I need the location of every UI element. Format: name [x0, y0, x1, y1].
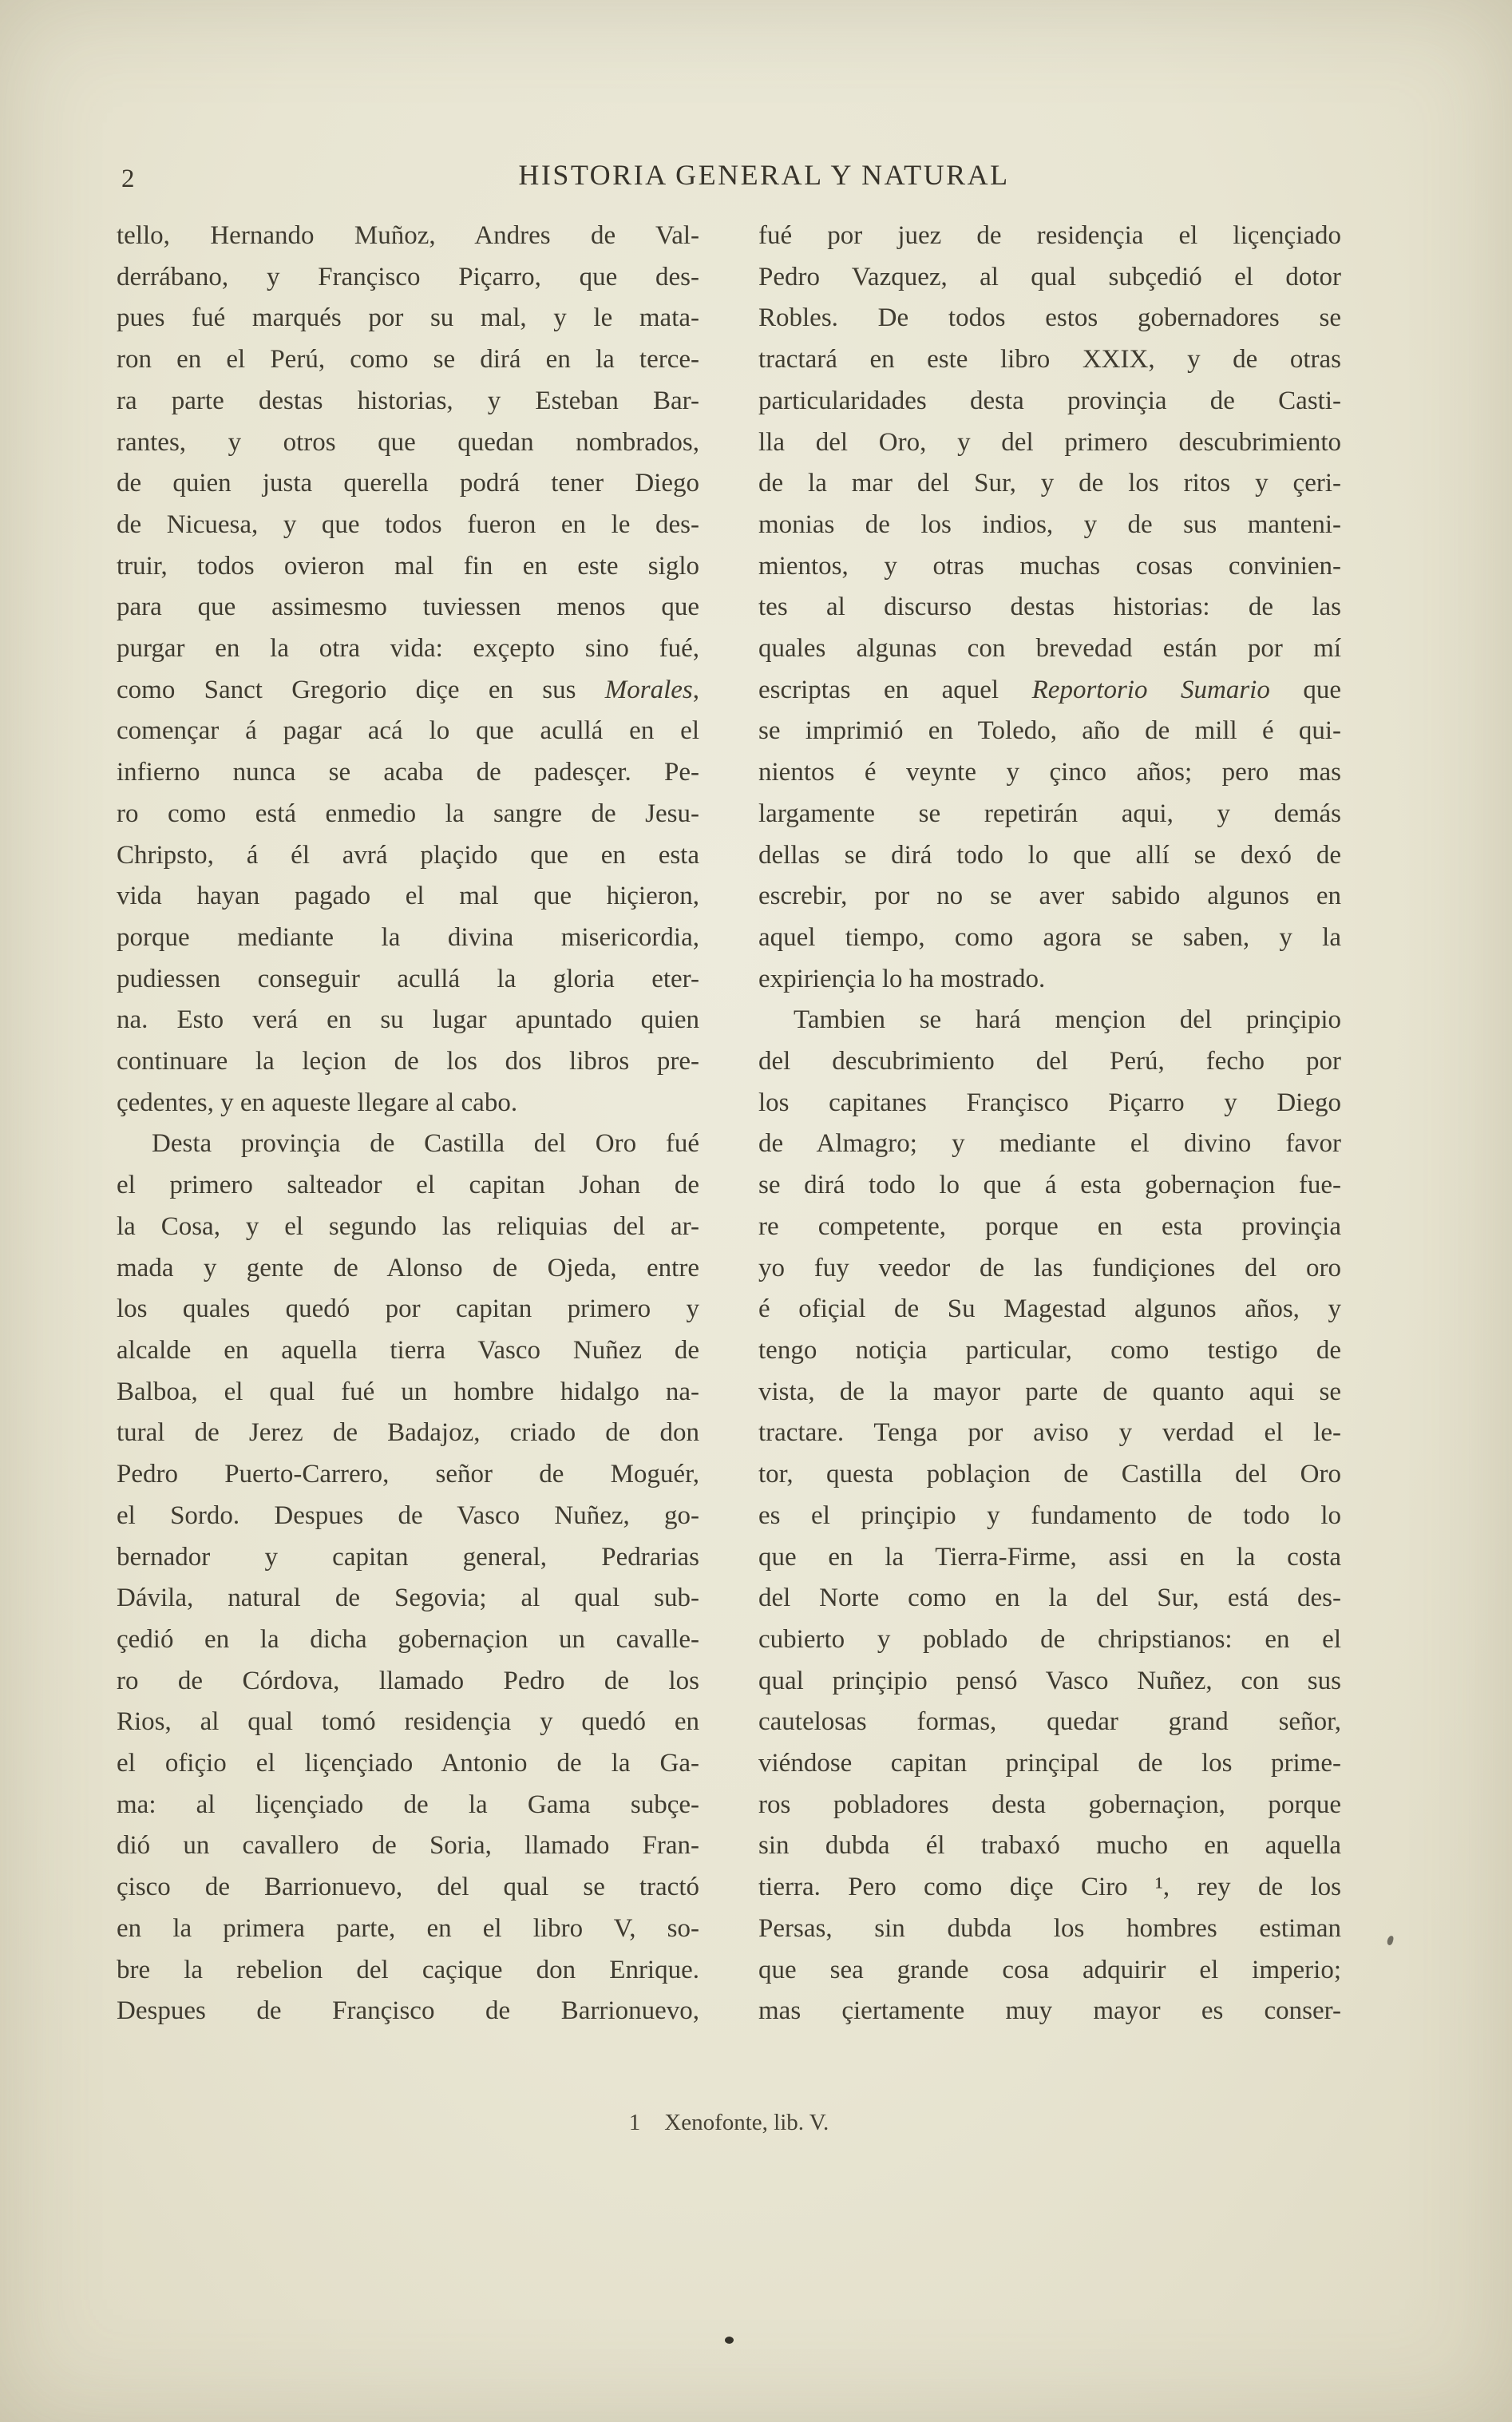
- paragraph: [117, 1124, 699, 2032]
- text-line: que sea grande cosa adquirir el imperio;: [758, 1955, 1341, 1984]
- text-line: para que assimesmo tuviessen menos que: [117, 593, 699, 622]
- left-column: [117, 216, 699, 2032]
- text-line: viéndose capitan prinçipal de los prime-: [758, 1749, 1341, 1778]
- text-line: como Sanct Gregorio diçe en sus Morales,: [117, 675, 699, 704]
- text-line: particularidades desta provinçia de Casti-: [758, 386, 1341, 415]
- text-line: ron en el Perú, como se dirá en la terce-: [117, 345, 699, 375]
- text-line: tractará en este libro XXIX, y de otras: [758, 345, 1341, 375]
- text-line: na. Esto verá en su lugar apuntado quien: [117, 1005, 699, 1035]
- text-line: çedentes, y en aqueste llegare al cabo.: [117, 1088, 518, 1117]
- footnote-text: Xenofonte, lib. V.: [664, 2110, 829, 2135]
- text-line: Persas, sin dubda los hombres estiman: [758, 1913, 1341, 1943]
- text-line: del Norte como en la del Sur, está des-: [758, 1584, 1341, 1613]
- text-line: mientos, y otras muchas cosas convinien-: [758, 551, 1341, 581]
- text-line: mas çiertamente muy mayor es conser-: [758, 1996, 1341, 2026]
- paragraph: [758, 1000, 1341, 2032]
- text-line: rantes, y otros que quedan nombrados,: [117, 427, 699, 457]
- paragraph: [117, 216, 699, 1124]
- text-line: cautelosas formas, quedar grand señor,: [758, 1707, 1341, 1737]
- text-line: yo fuy veedor de las fundiçiones del oro: [758, 1253, 1341, 1282]
- text-line: pudiessen conseguir acullá la gloria eter-: [117, 964, 699, 993]
- text-line: escrebir, por no se aver sabido algunos en: [758, 882, 1341, 911]
- text-line: en la primera parte, en el libro V, so-: [117, 1913, 699, 1943]
- text-line: vista, de la mayor parte de quanto aqui se: [758, 1377, 1341, 1406]
- text-line: re competente, porque en esta provinçia: [758, 1211, 1341, 1241]
- text-line: derrábano, y Françisco Piçarro, que des-: [117, 262, 699, 291]
- text-line: tural de Jerez de Badajoz, criado de don: [117, 1418, 699, 1448]
- page-number: 2: [121, 165, 135, 193]
- text-line: Robles. De todos estos gobernadores se: [758, 303, 1341, 333]
- text-line: aquel tiempo, como agora se saben, y la: [758, 922, 1341, 952]
- text-line: çedió en la dicha gobernaçion un cavalle-: [117, 1624, 699, 1654]
- text-line: Chripsto, á él avrá plaçido que en esta: [117, 840, 699, 870]
- running-title: HISTORIA GENERAL Y NATURAL: [518, 159, 1010, 191]
- text-line: ra parte destas historias, y Esteban Bar-: [117, 386, 699, 415]
- right-column: [758, 216, 1341, 2032]
- text-line: dió un cavallero de Soria, llamado Fran-: [117, 1831, 699, 1861]
- text-line: purgar en la otra vida: exçepto sino fué,: [117, 634, 699, 664]
- text-line: bre la rebelion del caçique don Enrique.: [117, 1955, 699, 1984]
- text-line: tengo notiçia particular, como testigo de: [758, 1335, 1341, 1365]
- text-line: Balboa, el qual fué un hombre hidalgo na-: [117, 1377, 699, 1406]
- text-line: largamente se repetirán aqui, y demás: [758, 799, 1341, 828]
- text-line: el Sordo. Despues de Vasco Nuñez, go-: [117, 1500, 699, 1530]
- text-line: é ofiçial de Su Magestad algunos años, y: [758, 1294, 1341, 1324]
- text-line: pues fué marqués por su mal, y le mata-: [117, 303, 699, 333]
- ink-speck: [725, 2337, 734, 2344]
- text-line: continuare la leçion de los dos libros pre-: [117, 1047, 699, 1076]
- running-head: [0, 158, 1512, 206]
- text-line: vida hayan pagado el mal que hiçieron,: [117, 882, 699, 911]
- text-line: sin dubda él trabaxó mucho en aquella: [758, 1831, 1341, 1861]
- text-line: qual prinçipio pensó Vasco Nuñez, con sus: [758, 1666, 1341, 1695]
- text-line: los quales quedó por capitan primero y: [117, 1294, 699, 1324]
- text-line: nientos é veynte y çinco años; pero mas: [758, 758, 1341, 787]
- text-line: Rios, al qual tomó residençia y quedó en: [117, 1707, 699, 1737]
- text-line: Tambien se hará mençion del prinçipio: [794, 1005, 1341, 1035]
- text-line: se dirá todo lo que á esta gobernaçion fue-: [758, 1171, 1341, 1200]
- text-line: tor, questa poblaçion de Castilla del Oro: [758, 1460, 1341, 1489]
- text-line: Pedro Puerto-Carrero, señor de Moguér,: [117, 1460, 699, 1489]
- text-line: es el prinçipio y fundamento de todo lo: [758, 1500, 1341, 1530]
- footnote: [117, 2110, 1341, 2136]
- text-line: tello, Hernando Muñoz, Andres de Val-: [117, 221, 699, 250]
- text-line: cubierto y poblado de chripstianos: en el: [758, 1624, 1341, 1654]
- text-line: tierra. Pero como diçe Ciro ¹, rey de los: [758, 1873, 1341, 1902]
- text-line: de la mar del Sur, y de los ritos y çeri-: [758, 469, 1341, 498]
- text-line: de Nicuesa, y que todos fueron en le des-: [117, 509, 699, 539]
- text-block: [117, 216, 1341, 2032]
- text-line: que en la Tierra-Firme, assi en la costa: [758, 1542, 1341, 1572]
- text-line: de Almagro; y mediante el divino favor: [758, 1129, 1341, 1159]
- text-line: Pedro Vazquez, al qual subçedió el dotor: [758, 262, 1341, 291]
- text-line: el ofiçio el liçençiado Antonio de la Ga-: [117, 1749, 699, 1778]
- text-line: ros pobladores desta gobernaçion, porque: [758, 1790, 1341, 1819]
- text-line: ro de Córdova, llamado Pedro de los: [117, 1666, 699, 1695]
- text-line: porque mediante la divina misericordia,: [117, 922, 699, 952]
- footnote-number: 1: [628, 2110, 641, 2135]
- text-line: del descubrimiento del Perú, fecho por: [758, 1047, 1341, 1076]
- text-line: la Cosa, y el segundo las reliquias del ar-: [117, 1211, 699, 1241]
- text-line: tractare. Tenga por aviso y verdad el le-: [758, 1418, 1341, 1448]
- text-line: de quien justa querella podrá tener Diego: [117, 469, 699, 498]
- text-line: escriptas en aquel Reportorio Sumario que: [758, 675, 1342, 704]
- text-line: tes al discurso destas historias: de las: [758, 593, 1341, 622]
- text-line: los capitanes Françisco Piçarro y Diego: [758, 1088, 1341, 1117]
- ink-speck: [1387, 1935, 1395, 1945]
- text-line: fué por juez de residençia el liçençiado: [758, 221, 1341, 250]
- text-line: bernador y capitan general, Pedrarias: [117, 1542, 699, 1572]
- text-line: infierno nunca se acaba de padesçer. Pe-: [117, 758, 699, 787]
- text-line: començar á pagar acá lo que acullá en el: [117, 716, 699, 746]
- text-line: dellas se dirá todo lo que allí se dexó de: [758, 840, 1341, 870]
- text-line: çisco de Barrionuevo, del qual se tractó: [117, 1873, 699, 1902]
- text-line: monias de los indios, y de sus manteni-: [758, 509, 1341, 539]
- text-line: el primero salteador el capitan Johan de: [117, 1171, 699, 1200]
- text-line: Desta provinçia de Castilla del Oro fué: [152, 1129, 699, 1159]
- text-line: alcalde en aquella tierra Vasco Nuñez de: [117, 1335, 699, 1365]
- text-line: truir, todos ovieron mal fin en este siglo: [117, 551, 699, 581]
- text-line: mada y gente de Alonso de Ojeda, entre: [117, 1253, 699, 1282]
- text-line: quales algunas con brevedad están por mí: [758, 634, 1341, 664]
- text-line: ma: al liçençiado de la Gama subçe-: [117, 1790, 699, 1819]
- text-line: expiriençia lo ha mostrado.: [758, 964, 1046, 993]
- text-line: Dávila, natural de Segovia; al qual sub-: [117, 1584, 699, 1613]
- paragraph: [758, 216, 1341, 1000]
- text-line: se imprimió en Toledo, año de mill é qui-: [758, 716, 1341, 746]
- text-line: ro como está enmedio la sangre de Jesu-: [117, 799, 699, 828]
- text-line: lla del Oro, y del primero descubrimiento: [758, 427, 1341, 457]
- text-line: Despues de Françisco de Barrionuevo,: [117, 1996, 699, 2026]
